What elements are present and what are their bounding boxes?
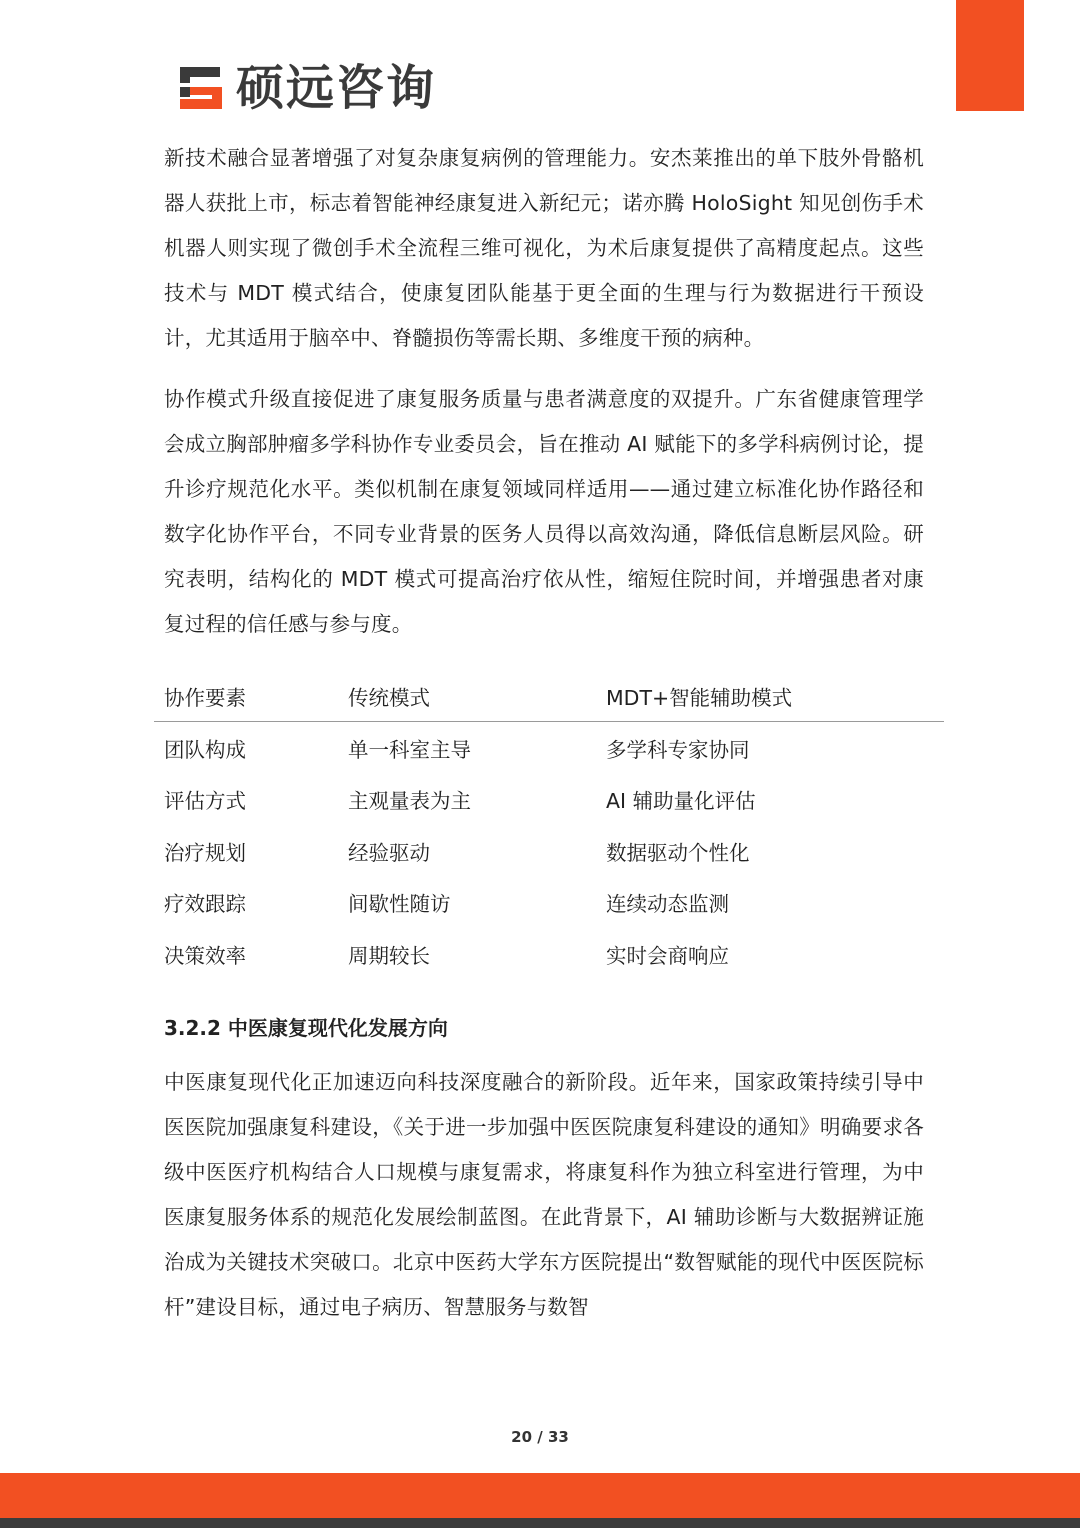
table-header-cell: 传统模式 [348,686,430,710]
table-row [154,722,944,774]
page-number: 20 / 33 [511,1428,569,1446]
table-header-cell: 协作要素 [164,686,246,710]
table-cell: 疗效跟踪 [164,892,246,917]
table-cell: 治疗规划 [164,840,246,865]
table-row [154,928,944,980]
table-cell: 评估方式 [164,789,246,814]
table-cell: 团队构成 [164,737,246,762]
logo [176,60,436,116]
section-heading: 3.2.2 中医康复现代化发展方向 [164,1015,448,1040]
section-paragraph: 中医康复现代化正加速迈向科技深度融合的新阶段。近年来，国家政策持续引导中医医院加强康复科建设，《关于进一步加强中医医院康复科建设的通知》明确要求各级中医医疗机构结合人口规模与康复需求，将康复科作为独立科室进行管理，为中医康复服务体系的规范化发展绘制蓝图。在此背景下，AI 辅助诊断与大数据辨证施治成为关键技术突破口。北京中医药大学东方医院提出“数智赋能的现代中医医院标杆”建设目标，通过电子病历、智慧服务与数智 [164,1069,924,1319]
table-row [154,877,944,929]
table-cell: 多学科专家协同 [606,737,750,762]
table-row [154,774,944,826]
logo-text: 硕远咨询 [236,60,437,116]
table-cell: 实时会商响应 [606,943,729,968]
corner-accent-block [956,0,1024,111]
table-cell: 主观量表为主 [348,789,471,814]
paragraph-1: 新技术融合显著增强了对复杂康复病例的管理能力。安杰莱推出的单下肢外骨骼机器人获批上市，标志着智能神经康复进入新纪元；诺亦腾 HoloSight 知见创伤手术机器人则实现了微创手术全流程三维可视化，为术后康复提供了高精度起点。这些技术与 MDT 模式结合，使康复团队能基于更全面的生理与行为数据进行干预设计，尤其适用于脑卒中、脊髓损伤等需长期、多维度干预的病种。 [164,146,924,350]
table-header-row [154,671,944,722]
table-row [154,825,944,877]
logo-mark-icon [176,63,226,113]
table-cell: 连续动态监测 [606,892,729,917]
table-cell: 单一科室主导 [348,737,471,762]
table-cell: AI 辅助量化评估 [606,789,756,814]
footer-dark-strip [0,1518,1080,1528]
table-cell: 周期较长 [348,943,430,968]
table-cell: 间歇性随访 [348,892,451,917]
table-cell: 经验驱动 [348,840,430,865]
table-cell: 数据驱动个性化 [606,840,750,865]
table-cell: 决策效率 [164,943,246,968]
footer-accent-bar [0,1473,1080,1518]
comparison-table [154,671,944,980]
table-header-cell: MDT+智能辅助模式 [606,686,793,710]
paragraph-2: 协作模式升级直接促进了康复服务质量与患者满意度的双提升。广东省健康管理学会成立胸部肿瘤多学科协作专业委员会，旨在推动 AI 赋能下的多学科病例讨论，提升诊疗规范化水平。类似机制在康复领域同样适用——通过建立标准化协作路径和数字化协作平台，不同专业背景的医务人员得以高效沟通，降低信息断层风险。研究表明，结构化的 MDT 模式可提高治疗依从性，缩短住院时间，并增强患者对康复过程的信任感与参与度。 [164,387,924,636]
document-body [164,136,924,1346]
